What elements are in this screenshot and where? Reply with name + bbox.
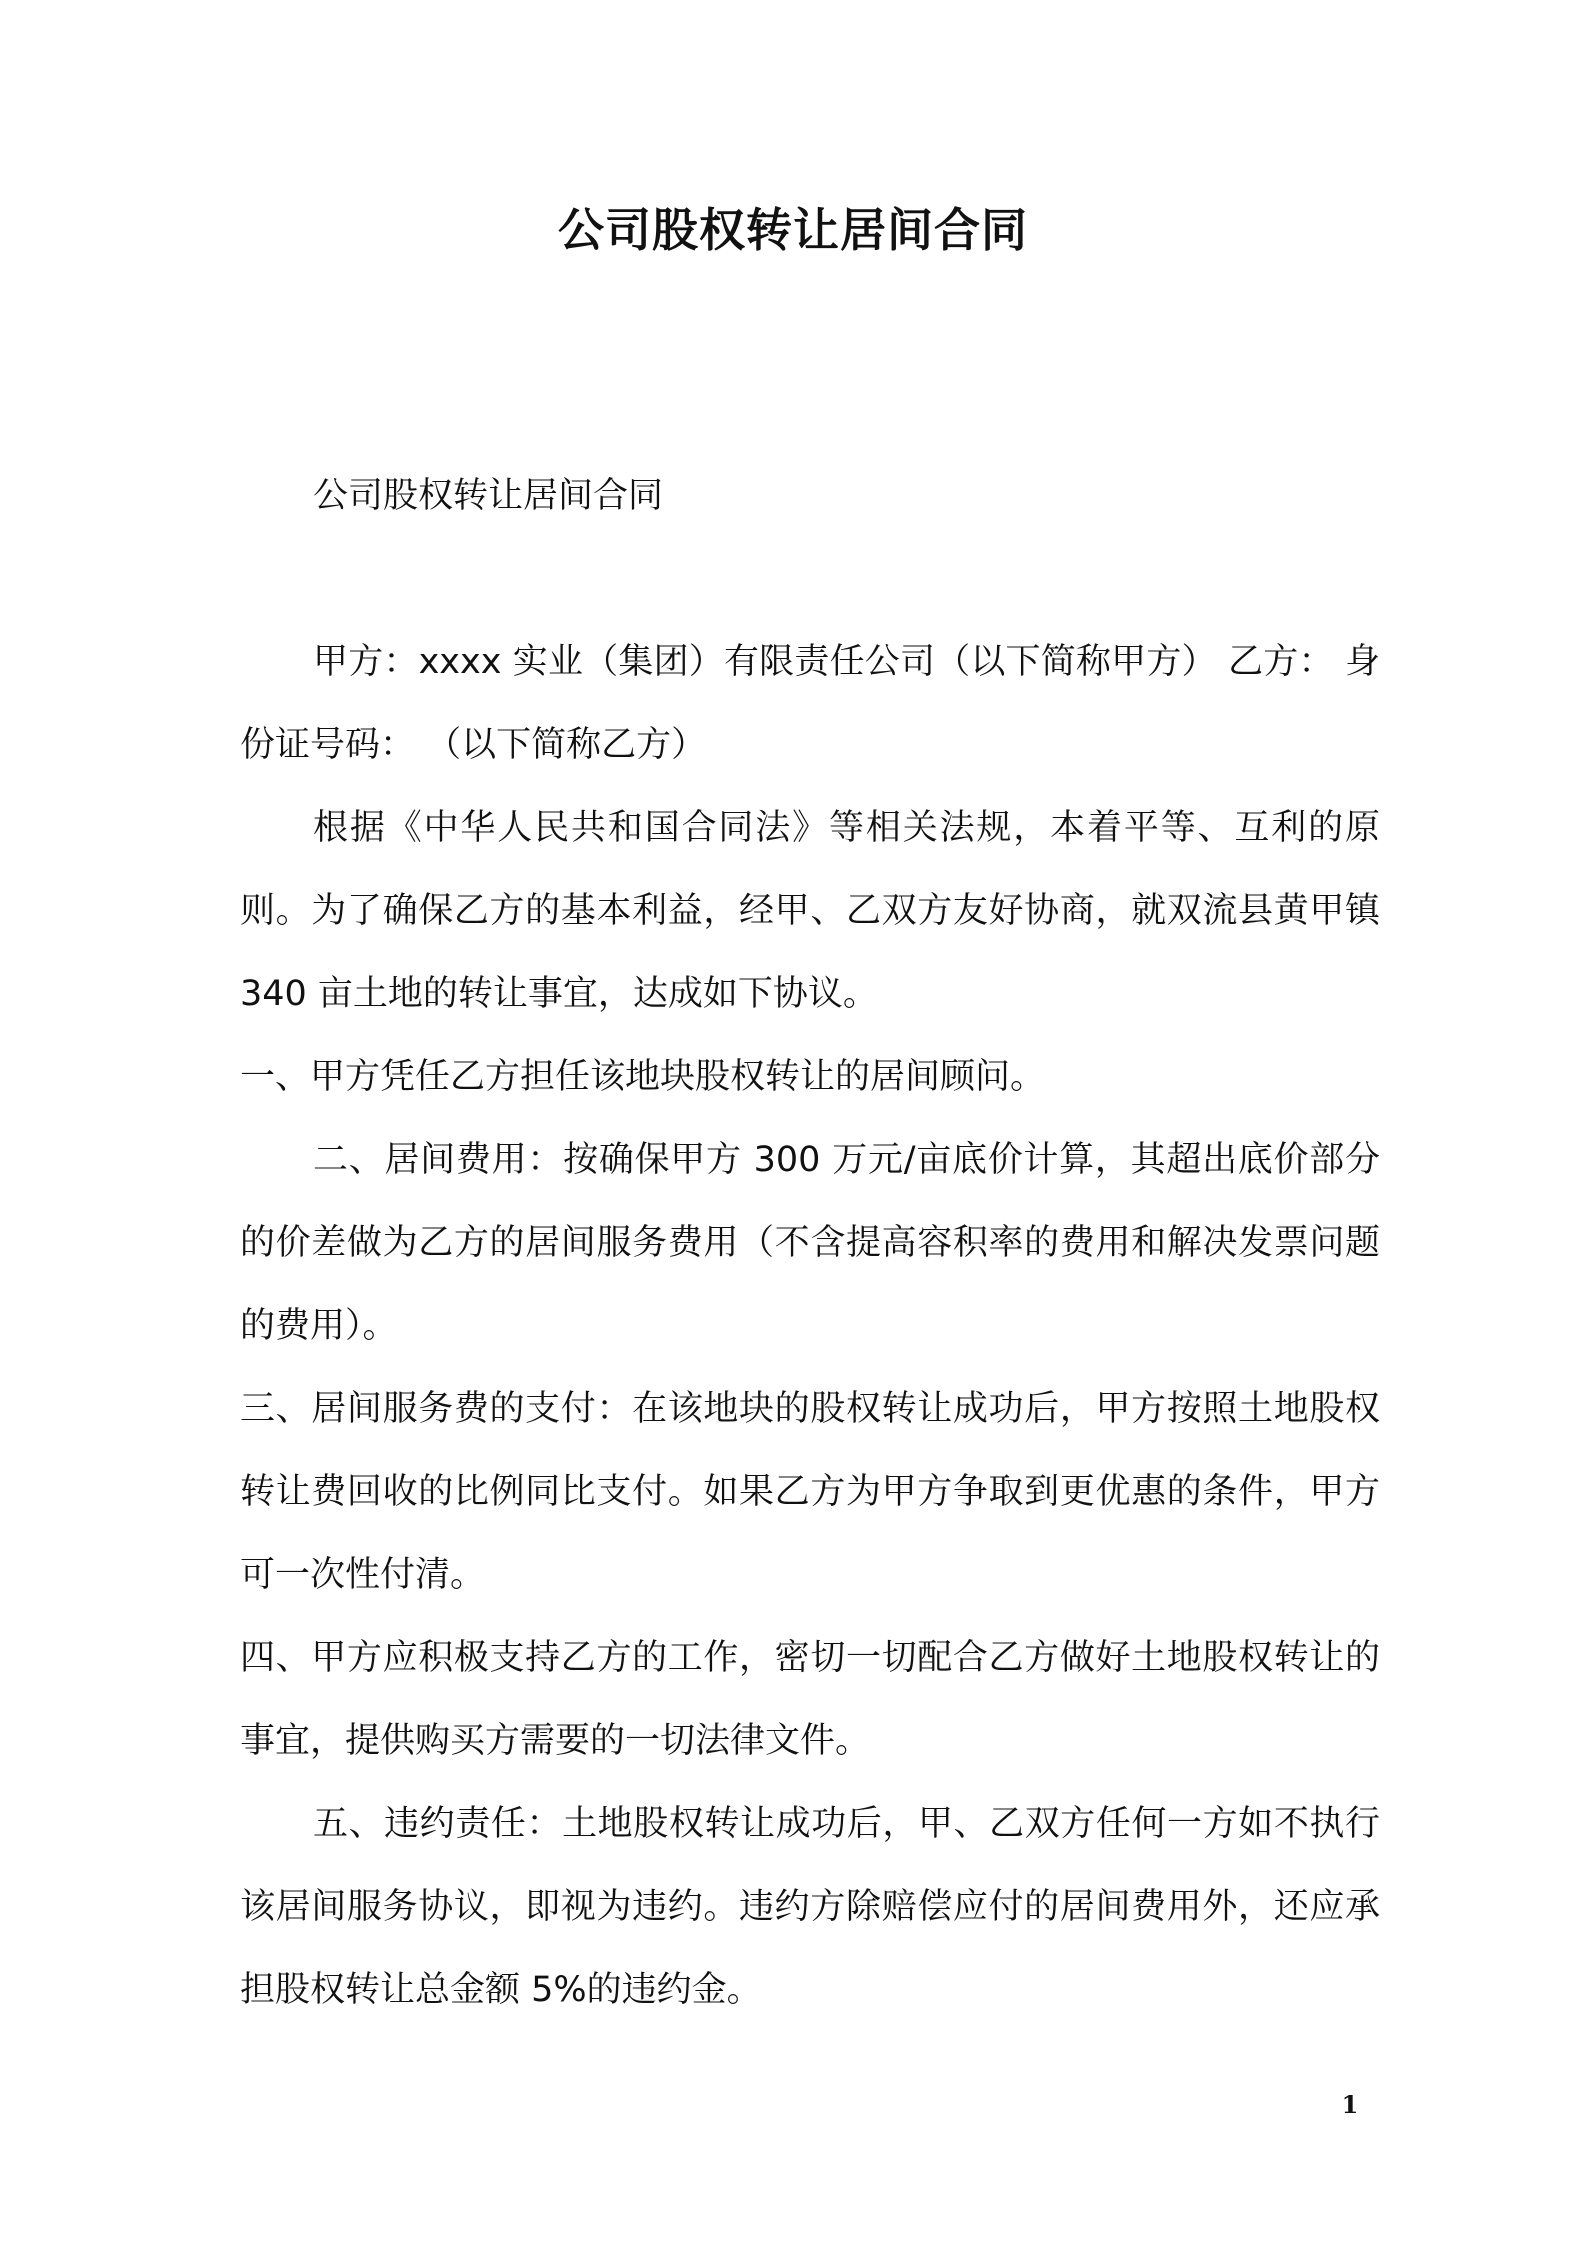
document-subtitle: 公司股权转让居间合同 <box>313 476 664 516</box>
clause-3: 三、居间服务费的支付：在该地块的股权转让成功后，甲方按照土地股权转让费回收的比例同比支付。如果乙方为甲方争取到更优惠的条件，甲方可一次性付清。 <box>240 1389 1380 1595</box>
clause-1: 一、甲方凭任乙方担任该地块股权转让的居间顾问。 <box>240 1057 1046 1097</box>
clause-4: 四、甲方应积极支持乙方的工作，密切一切配合乙方做好土地股权转让的事宜，提供购买方需要的一切法律文件。 <box>240 1638 1380 1761</box>
page-number: 1 <box>1341 2090 1359 2119</box>
document-title: 公司股权转让居间合同 <box>558 203 1028 257</box>
clause-5: 五、违约责任：土地股权转让成功后，甲、乙双方任何一方如不执行该居间服务协议，即视为违约。违约方除赔偿应付的居间费用外，还应承担股权转让总金额 5%的违约金。 <box>240 1804 1380 2010</box>
clause-2: 二、居间费用：按确保甲方 300 万元/亩底价计算，其超出底价部分的价差做为乙方的居间服务费用（不含提高容积率的费用和解决发票问题的费用）。 <box>240 1140 1380 1346</box>
paragraph-parties: 甲方：xxxx 实业（集团）有限责任公司（以下简称甲方） 乙方： 身份证号码： （以下简称乙方） <box>240 642 1380 765</box>
document-body <box>240 455 1380 2032</box>
paragraph-preamble: 根据《中华人民共和国合同法》等相关法规，本着平等、互利的原则。为了确保乙方的基本利益，经甲、乙双方友好协商，就双流县黄甲镇 340 亩土地的转让事宜，达成如下协议。 <box>240 808 1380 1014</box>
